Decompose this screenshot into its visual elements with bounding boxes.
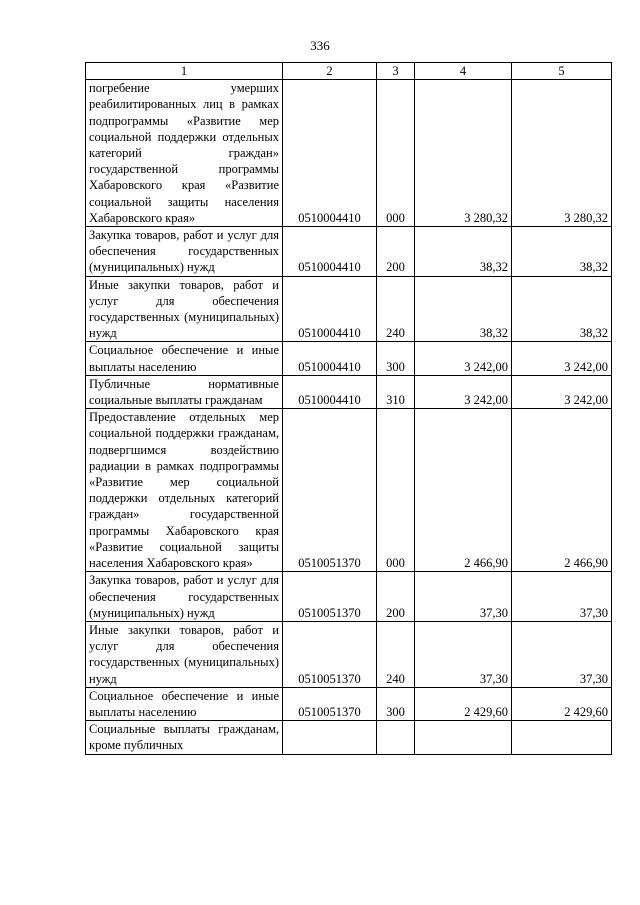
row-csr-cell: 0510004410: [283, 375, 377, 408]
row-name-cell: погребение умерших реабилитированных лиц в рамках подпрограммы «Развитие мер социальной поддержки отдельных категорий граждан» государственной программы Хабаровского края «Развитие социальной защиты населения Хабаровского края»: [86, 80, 283, 227]
row-sum2-cell: 2 466,90: [512, 409, 612, 572]
row-name-cell: Социальное обеспечение и иные выплаты населению: [86, 342, 283, 375]
row-csr-cell: 0510004410: [283, 227, 377, 277]
table-row: [86, 342, 612, 375]
row-csr-cell: 0510004410: [283, 80, 377, 227]
row-sum2-cell: 2 429,60: [512, 687, 612, 720]
row-sum1-cell: [415, 721, 512, 754]
row-sum1-cell: 2 429,60: [415, 687, 512, 720]
row-csr-cell: 0510004410: [283, 276, 377, 342]
table-row: [86, 409, 612, 572]
row-csr-cell: 0510004410: [283, 342, 377, 375]
budget-table: [85, 62, 612, 755]
column-header-vr: 3: [377, 63, 415, 80]
row-sum2-cell: 38,32: [512, 227, 612, 277]
column-header-csr: 2: [283, 63, 377, 80]
table-row: [86, 276, 612, 342]
row-vr-cell: 200: [377, 227, 415, 277]
row-csr-cell: [283, 721, 377, 754]
row-sum1-cell: 37,30: [415, 621, 512, 687]
table-row: [86, 227, 612, 277]
row-csr-cell: 0510051370: [283, 572, 377, 622]
table-row: [86, 375, 612, 408]
row-vr-cell: 200: [377, 572, 415, 622]
row-vr-cell: 240: [377, 276, 415, 342]
row-csr-cell: 0510051370: [283, 687, 377, 720]
row-csr-cell: 0510051370: [283, 621, 377, 687]
row-name-cell: Публичные нормативные социальные выплаты гражданам: [86, 375, 283, 408]
page-number: 336: [310, 38, 330, 53]
table-row: [86, 721, 612, 754]
column-header-sum2: 5: [512, 63, 612, 80]
row-sum2-cell: 38,32: [512, 276, 612, 342]
table-row: [86, 572, 612, 622]
row-sum2-cell: 3 242,00: [512, 342, 612, 375]
row-name-cell: Предоставление отдельных мер социальной поддержки гражданам, подвергшимся воздействию радиации в рамках подпрограммы «Развитие мер социальной поддержки отдельных категорий граждан» государственной программы Хабаровского края «Развитие социальной защиты населения Хабаровского края»: [86, 409, 283, 572]
row-vr-cell: 310: [377, 375, 415, 408]
row-name-cell: Закупка товаров, работ и услуг для обеспечения государственных (муниципальных) нужд: [86, 572, 283, 622]
column-header-name: 1: [86, 63, 283, 80]
row-sum1-cell: 3 280,32: [415, 80, 512, 227]
row-sum2-cell: [512, 721, 612, 754]
row-sum1-cell: 3 242,00: [415, 375, 512, 408]
row-name-cell: Социальное обеспечение и иные выплаты населению: [86, 687, 283, 720]
row-sum2-cell: 37,30: [512, 621, 612, 687]
table-row: [86, 621, 612, 687]
row-vr-cell: 000: [377, 80, 415, 227]
row-sum1-cell: 38,32: [415, 276, 512, 342]
table-header-row: [86, 63, 612, 80]
row-csr-cell: 0510051370: [283, 409, 377, 572]
row-sum1-cell: 37,30: [415, 572, 512, 622]
row-vr-cell: 000: [377, 409, 415, 572]
row-vr-cell: 300: [377, 687, 415, 720]
row-name-cell: Иные закупки товаров, работ и услуг для обеспечения государственных (муниципальных) нужд: [86, 621, 283, 687]
row-name-cell: Иные закупки товаров, работ и услуг для обеспечения государственных (муниципальных) нужд: [86, 276, 283, 342]
row-sum1-cell: 2 466,90: [415, 409, 512, 572]
row-sum2-cell: 3 280,32: [512, 80, 612, 227]
row-name-cell: Закупка товаров, работ и услуг для обеспечения государственных (муниципальных) нужд: [86, 227, 283, 277]
table-row: [86, 80, 612, 227]
row-vr-cell: 300: [377, 342, 415, 375]
row-name-cell: Социальные выплаты гражданам, кроме публичных: [86, 721, 283, 754]
table-row: [86, 687, 612, 720]
row-vr-cell: [377, 721, 415, 754]
row-sum2-cell: 3 242,00: [512, 375, 612, 408]
column-header-sum1: 4: [415, 63, 512, 80]
row-sum1-cell: 3 242,00: [415, 342, 512, 375]
row-sum2-cell: 37,30: [512, 572, 612, 622]
row-sum1-cell: 38,32: [415, 227, 512, 277]
row-vr-cell: 240: [377, 621, 415, 687]
